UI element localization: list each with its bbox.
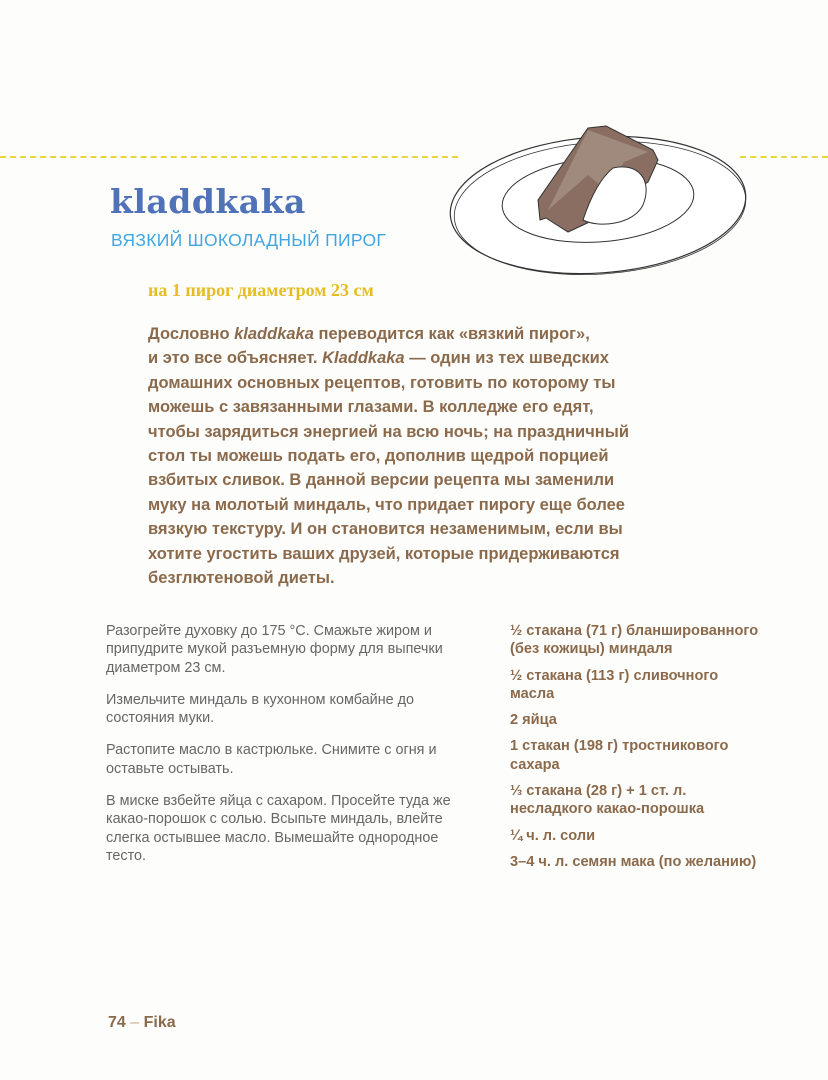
ingredient: ⅓ стакана (28 г) + 1 ст. л. несладкого какао-порошка (510, 783, 705, 818)
intro-line: домашних основных рецептов, готовить по которому ты (148, 373, 616, 392)
ingredient: ½ стакана (71 г) бланшированного (без кожицы) миндаля (510, 623, 759, 658)
ingredient: 3–4 ч. л. семян мака (по желанию) (510, 853, 757, 870)
intro-paragraph (148, 322, 748, 590)
ingredient: 2 яйца (510, 712, 557, 729)
intro-line: хотите угостить ваших друзей, которые придерживаются (148, 544, 620, 563)
dashed-divider-left (0, 156, 458, 158)
section-name: Fika (143, 1014, 176, 1031)
ingredient: 1 стакан (198 г) тростникового сахара (510, 738, 729, 773)
intro-line: можешь с завязанными глазами. В колледже его едят, (148, 398, 594, 417)
method-step: Измельчите миндаль в кухонном комбайне до состояния муки. (106, 691, 415, 727)
intro-line: взбитых сливок. В данной версии рецепта мы заменили (148, 471, 615, 490)
ingredient: ¼ ч. л. соли (510, 827, 596, 844)
intro-line: и это все объясняет. Kladdkaka — один из тех шведских (148, 349, 609, 368)
cake-on-plate-illustration (448, 120, 768, 290)
recipe-subtitle: ВЯЗКИЙ ШОКОЛАДНЫЙ ПИРОГ (111, 230, 387, 250)
ingredients-list (510, 622, 760, 879)
method-steps (106, 622, 476, 879)
intro-line: муку на молотый миндаль, что придает пирогу еще более (148, 495, 625, 514)
intro-line: вязкую текстуру. И он становится незаменимым, если вы (148, 520, 623, 539)
intro-line: чтобы зарядиться энергией на всю ночь; на праздничный (148, 422, 629, 441)
recipe-title: kladdkaka (110, 182, 306, 221)
method-step: Растопите масло в кастрюльке. Снимите с огня и оставьте остывать. (106, 742, 437, 777)
footer-separator: – (130, 1014, 140, 1031)
page-footer (108, 1014, 176, 1032)
method-step: Разогрейте духовку до 175 °С. Смажьте жиром и припудрите мукой разъемную форму для выпечки диаметром 23 см. (106, 623, 443, 676)
intro-line: стол ты можешь подать его, дополнив щедрой порцией (148, 447, 609, 466)
method-step: В миске взбейте яйца с сахаром. Просейте туда же какао-порошок с солью. Всыпьте миндаль, влейте слегка остывшее масло. Вымешайте однородное тесто. (106, 793, 451, 864)
intro-line: Дословно kladdkaka переводится как «вязкий пирог», (148, 325, 590, 343)
intro-line: безглютеновой диеты. (148, 569, 335, 588)
recipe-yield: на 1 пирог диаметром 23 см (148, 280, 374, 300)
ingredient: ½ стакана (113 г) сливочного масла (510, 667, 719, 702)
page-number: 74 (108, 1014, 126, 1031)
